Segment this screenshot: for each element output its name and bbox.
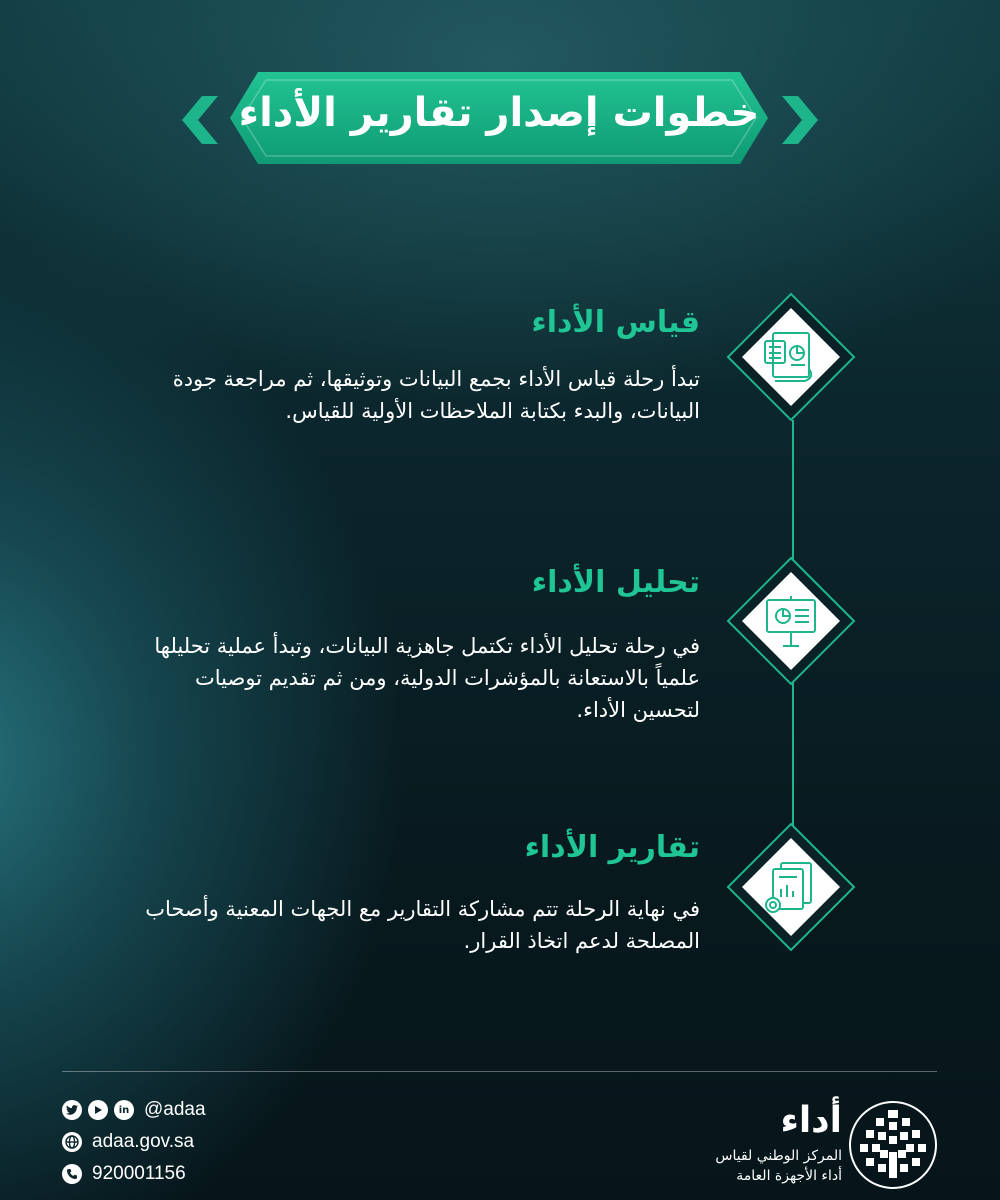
logo-subtitle-line2: أداء الأجهزة العامة: [736, 1168, 842, 1184]
left-chevron-decoration: [180, 96, 220, 148]
social-handle[interactable]: @adaa: [144, 1099, 206, 1120]
youtube-icon[interactable]: [88, 1100, 108, 1120]
logo-emblem-icon: [848, 1100, 938, 1194]
linkedin-icon[interactable]: in: [114, 1100, 134, 1120]
phone-number[interactable]: 920001156: [92, 1163, 186, 1184]
logo-name: أداء: [780, 1100, 842, 1141]
step-2-description: في رحلة تحليل الأداء تكتمل جاهزية البيانات، وتبدأ عملية تحليلها علمياً بالاستعانة بالمؤشرات الدولية، ومن ثم تقديم توصيات لتحسين الأداء.: [154, 634, 700, 722]
step-1-description: تبدأ رحلة قياس الأداء بجمع البيانات وتوثيقها، ثم مراجعة جودة البيانات، والبدء بكتابة الملاحظات الأولية للقياس.: [172, 367, 700, 423]
logo-subtitle-line1: المركز الوطني لقياس: [715, 1148, 842, 1164]
calculator-chart-document-icon: [761, 329, 821, 385]
step-1-icon-diamond: [726, 292, 856, 422]
step-3-title: تقارير الأداء: [524, 830, 700, 865]
right-chevron-decoration: [780, 96, 820, 148]
step-1-title: قياس الأداء: [531, 305, 700, 340]
phone-row: [62, 1163, 186, 1185]
header-banner: [230, 72, 768, 164]
presentation-board-icon: [763, 594, 819, 650]
website-link[interactable]: adaa.gov.sa: [92, 1131, 195, 1152]
step-3-description: في نهاية الرحلة تتم مشاركة التقارير مع الجهات المعنية وأصحاب المصلحة لدعم اتخاذ القرار.: [145, 897, 700, 953]
phone-icon: [62, 1164, 82, 1184]
step-2-title: تحليل الأداء: [531, 565, 700, 600]
report-documents-icon: [763, 859, 819, 917]
social-row: [62, 1099, 206, 1121]
twitter-icon[interactable]: [62, 1100, 82, 1120]
step-2-icon-diamond: [726, 556, 856, 686]
globe-icon: [62, 1132, 82, 1152]
footer-divider: [62, 1071, 937, 1072]
step-3-icon-diamond: [726, 822, 856, 952]
website-row: [62, 1131, 194, 1153]
page-title: خطوات إصدار تقارير الأداء: [238, 90, 760, 136]
